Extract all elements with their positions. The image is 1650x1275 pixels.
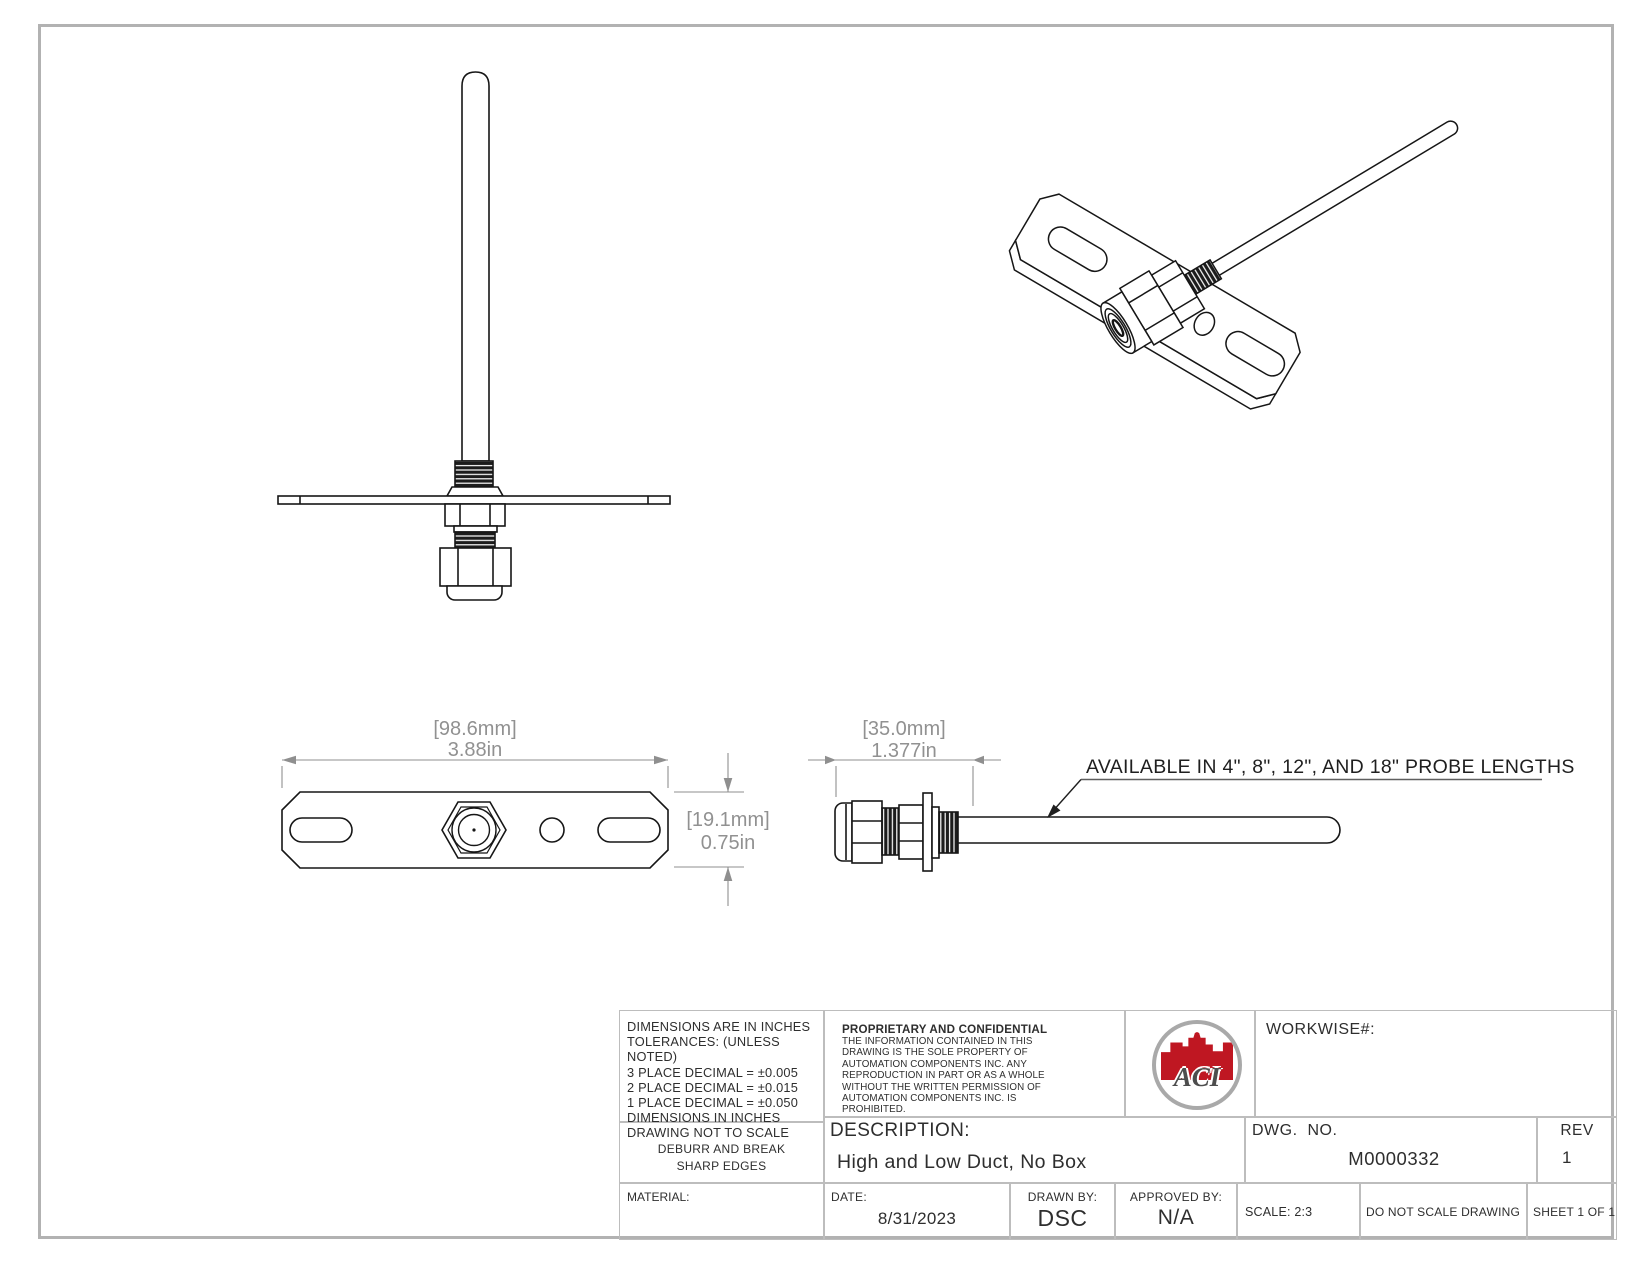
plan-slot-left xyxy=(290,818,352,842)
workwise-label: WORKWISE#: xyxy=(1266,1021,1376,1038)
side-thread2 xyxy=(939,812,958,853)
plan-hole xyxy=(540,818,564,842)
tolerance-notes: DIMENSIONS ARE IN INCHES TOLERANCES: (UNLESS NOTED) 3 PLACE DECIMAL = ±0.005 2 PLACE DECIMAL = ±0.015 1 PLACE DECIMAL = ±0.050 DIMENSIONS IN INCHES DRAWING NOT TO SCALE xyxy=(619,1010,824,1122)
rev-field xyxy=(1537,1117,1617,1183)
plan-slot-right xyxy=(598,818,660,842)
side-hex xyxy=(852,801,882,863)
material-field xyxy=(619,1183,824,1240)
workwise-field xyxy=(1255,1010,1617,1117)
material-label: MATERIAL: xyxy=(627,1190,690,1204)
probe-length-note-text: AVAILABLE IN 4", 8", 12", AND 18" PROBE LENGTHS xyxy=(1086,756,1575,778)
deburr-note: DEBURR AND BREAK SHARP EDGES xyxy=(619,1122,824,1183)
approved-by-value: N/A xyxy=(1157,1206,1195,1229)
side-collar xyxy=(932,807,939,858)
plan-view xyxy=(282,792,668,868)
scale-field xyxy=(1237,1183,1360,1240)
do-not-scale-note: DO NOT SCALE DRAWING xyxy=(1360,1183,1527,1240)
fitting-flange-front xyxy=(447,487,503,496)
side-view xyxy=(835,793,1340,871)
proprietary-notice: PROPRIETARY AND CONFIDENTIAL THE INFORMATION CONTAINED IN THIS DRAWING IS THE SOLE PROPERTY OF AUTOMATION COMPONENTS INC. ANY REPRODUCTION IN PART OR AS A WHOLE WITHOUT THE WRITTEN PERMISSION OF AUTOMATION COMPONENTS INC. IS PROHIBITED. xyxy=(824,1010,1125,1117)
probe-length-note xyxy=(1047,756,1575,818)
title-block xyxy=(619,1010,1617,1240)
probe-thread-front xyxy=(455,461,493,487)
rev-value: 1 xyxy=(1562,1148,1572,1167)
dim-bracket-height-mm: [19.1mm] xyxy=(686,809,770,831)
description-label: DESCRIPTION: xyxy=(830,1120,970,1141)
dwg-no-label: DWG. NO. xyxy=(1252,1122,1338,1139)
compression-nut-front xyxy=(440,548,511,586)
description-field xyxy=(824,1117,1245,1183)
plan-center-dot xyxy=(472,828,475,831)
bracket-edge-front xyxy=(278,496,670,504)
dim-fitting-length-mm: [35.0mm] xyxy=(862,718,946,740)
date-field xyxy=(824,1183,1010,1240)
company-logo-cell xyxy=(1125,1010,1255,1117)
hex-nut-front xyxy=(445,504,505,526)
dim-fitting-length-in: 1.377in xyxy=(871,740,937,762)
dim-bracket-width xyxy=(282,718,668,788)
logo-text: ACI xyxy=(1173,1062,1221,1092)
sheet-number-field: SHEET 1 OF 1 xyxy=(1527,1183,1617,1240)
dim-bracket-width-mm: [98.6mm] xyxy=(433,718,517,740)
approved-by-label: APPROVED BY: xyxy=(1129,1190,1223,1204)
aci-logo xyxy=(1152,1020,1242,1110)
dim-bracket-width-in: 3.88in xyxy=(447,739,503,761)
side-cap xyxy=(835,803,852,861)
date-value: 8/31/2023 xyxy=(877,1209,957,1228)
side-thread1 xyxy=(882,808,899,855)
scale-label: SCALE: 2:3 xyxy=(1245,1204,1313,1219)
drawn-by-value: DSC xyxy=(1037,1205,1088,1231)
rev-label: REV xyxy=(1560,1122,1594,1139)
stud-thread-front xyxy=(455,532,495,548)
collar-front xyxy=(454,526,497,532)
nut-cap-front xyxy=(447,586,502,600)
description-value: High and Low Duct, No Box xyxy=(837,1151,1087,1173)
date-label: DATE: xyxy=(831,1190,867,1204)
proprietary-title: PROPRIETARY AND CONFIDENTIAL xyxy=(842,1023,1048,1036)
leader-arrow xyxy=(1047,805,1061,819)
dim-bracket-height xyxy=(674,753,770,906)
side-probe xyxy=(958,817,1340,843)
probe-front xyxy=(462,72,489,461)
side-nut xyxy=(899,805,923,859)
drawn-by-label: DRAWN BY: xyxy=(1027,1190,1098,1204)
dim-bracket-height-in: 0.75in xyxy=(700,832,756,854)
dwg-no-field xyxy=(1245,1117,1537,1183)
iso-probe xyxy=(1200,119,1460,283)
side-bracket-edge xyxy=(923,793,932,871)
approved-by-field xyxy=(1115,1183,1237,1240)
dwg-no-value: M0000332 xyxy=(1348,1148,1440,1169)
front-view xyxy=(278,72,670,600)
isometric-view xyxy=(1002,96,1473,416)
dim-fitting-length xyxy=(808,718,1001,806)
drawn-by-field xyxy=(1010,1183,1115,1240)
